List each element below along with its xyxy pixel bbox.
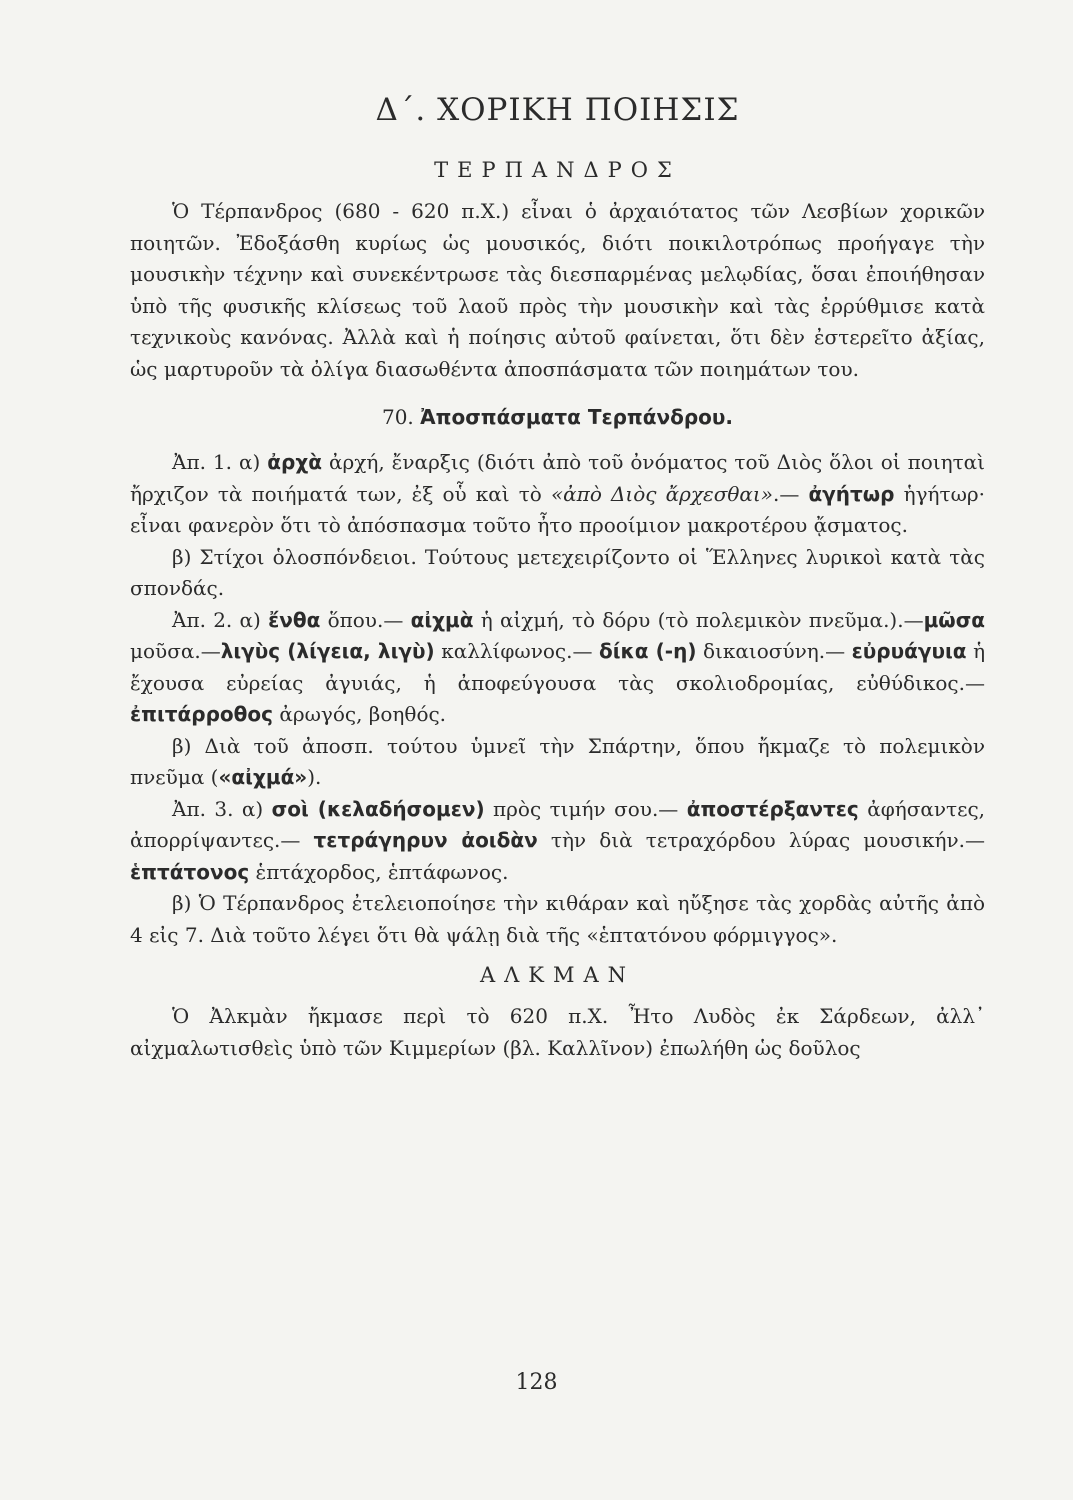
gloss-text: ).	[307, 765, 322, 789]
gloss-text: ἡγήτωρ· εἶναι φανερὸν ὅτι τὸ ἀπόσπασμα τοῦτο ἦτο προοίμιον μακροτέρου ᾄσματος.	[130, 481, 986, 537]
gloss-term: ἔνθα	[268, 607, 321, 632]
fragment-2-a-paragraph	[130, 605, 985, 731]
fragments-heading-title: Ἀποσπάσματα Τερπάνδρου.	[420, 405, 734, 429]
gloss-term: ἀρχὰ	[267, 450, 322, 474]
gloss-text: ἀφήσαντες, ἀπορρίψαντες.—	[130, 796, 986, 852]
gloss-term: «αἰχμά»	[218, 765, 308, 789]
gloss-term: ἑπτάτονος	[130, 859, 250, 884]
gloss-text: καλλίφωνος.—	[441, 639, 593, 663]
gloss-text: τὴν διὰ τετραχόρδου λύρας μουσικήν.—	[550, 828, 985, 852]
gloss-text: ἀρχή, ἔναρξις (διότι ἀπὸ τοῦ ὀνόματος τοῦ Διὸς ὅλοι οἱ ποιηταὶ ἤρχιζον τὰ ποιήματά των, ἐξ οὗ καὶ τὸ	[130, 450, 986, 506]
fragment-3-a-prefix: Ἀπ. 3. α)	[172, 796, 264, 821]
gloss-text: δικαιοσύνη.—	[703, 639, 846, 663]
fragments-heading-number: 70.	[381, 405, 414, 429]
gloss-text: ἡ ἔχουσα εὐρείας ἀγυιάς, ἡ ἀποφεύγουσα τὰς σκολιοδρομίας, εὐθύδικος.—	[130, 639, 986, 695]
fragment-2-a-prefix: Ἀπ. 2. α)	[172, 607, 261, 632]
gloss-term: δίκα (-η)	[599, 639, 697, 663]
fragment-2-b-paragraph	[130, 731, 985, 794]
gloss-term: τετράγηρυν ἀοιδὰν	[313, 828, 538, 852]
gloss-text: ὅπου.—	[327, 607, 404, 632]
section-heading-alkman: ΑΛΚΜΑΝ	[479, 963, 636, 987]
gloss-text: .—	[772, 481, 800, 506]
fragment-1-a-paragraph	[130, 447, 985, 542]
gloss-text: μοῦσα.—	[130, 639, 221, 663]
gloss-term: ἀγήτωρ	[808, 481, 895, 506]
fragment-3-a-paragraph	[130, 794, 985, 889]
fragment-1-b-paragraph: β) Στίχοι ὁλοσπόνδειοι. Τούτους μετεχειρίζοντο οἱ Ἕλληνες λυρικοὶ κατὰ τὰς σπονδάς.	[130, 544, 985, 600]
gloss-text: ἑπτάχορδος, ἑπτάφωνος.	[255, 859, 509, 884]
gloss-text: ἡ αἰχμή, τὸ δόρυ (τὸ πολεμικὸν πνεῦμα.).—	[480, 607, 924, 632]
fragment-1-a-prefix: Ἀπ. 1. α)	[172, 450, 261, 474]
fragments-heading	[130, 405, 985, 429]
gloss-text: ἀρωγός, βοηθός.	[279, 702, 447, 726]
alkman-intro-paragraph: Ὁ Ἀλκμὰν ἤκμασε περὶ τὸ 620 π.Χ. Ἦτο Λυδὸς ἐκ Σάρδεων, ἀλλ᾿ αἰχμαλωτισθεὶς ὑπὸ τῶν Κιμμερίων (βλ. Καλλῖνον) ἐπωλήθη ὡς δοῦλος	[130, 1004, 985, 1060]
gloss-term: ἀποστέρξαντες	[686, 796, 859, 821]
gloss-text: β) Διὰ τοῦ ἀποσπ. τούτου ὑμνεῖ τὴν Σπάρτην, ὅπου ἤκμαζε τὸ πολεμικὸν πνεῦμα (	[130, 733, 985, 789]
quoted-phrase: «ἀπὸ Διὸς ἄρχεσθαι»	[550, 481, 773, 506]
chapter-title: Δ΄. ΧΟΡΙΚΗ ΠΟΙΗΣΙΣ	[375, 92, 740, 128]
gloss-term: ἐπιτάρροθος	[130, 702, 273, 726]
section-heading-terpander: ΤΕΡΠΑΝΔΡΟΣ	[434, 158, 681, 182]
gloss-term: λιγὺς (λίγεια, λιγὺ)	[220, 639, 435, 663]
fragment-3-b-paragraph: β) Ὁ Τέρπανδρος ἐτελειοποίησε τὴν κιθάραν καὶ ηὔξησε τὰς χορδὰς αὐτῆς ἀπὸ 4 εἰς 7. Διὰ τοῦτο λέγει ὅτι θὰ ψάλῃ διὰ τῆς «ἑπτατόνου φόρμιγγος».	[130, 891, 985, 947]
page-number: 128	[515, 1370, 558, 1395]
gloss-term: αἰχμὰ	[410, 607, 474, 632]
gloss-term: σοὶ (κελαδήσομεν)	[271, 796, 485, 821]
gloss-text: πρὸς τιμήν σου.—	[493, 796, 679, 821]
gloss-term: μῶσα	[923, 607, 986, 632]
gloss-term: εὐρυάγυια	[851, 639, 967, 663]
terpander-intro-paragraph: Ὁ Τέρπανδρος (680 - 620 π.Χ.) εἶναι ὁ ἀρχαιότατος τῶν Λεσβίων χορικῶν ποιητῶν. Ἐδοξάσθη κυρίως ὡς μουσικός, διότι ποικιλοτρόπως προήγαγε τὴν μουσικὴν τέχνην καὶ συνεκέντρωσε τὰς διεσπαρμένας μελῳδίας, ὅσαι ἐποιήθησαν ὑπὸ τῆς φυσικῆς κλίσεως τοῦ λαοῦ πρὸς τὴν μουσικὴν καὶ τὰς ἐρρύθμισε κατὰ τεχνικοὺς κανόνας. Ἀλλὰ καὶ ἡ ποίησις αὐτοῦ φαίνεται, ὅτι δὲν ἐστερεῖτο ἀξίας, ὡς μαρτυροῦν τὰ ὀλίγα διασωθέντα ἀποσπάσματα τῶν ποιημάτων του.	[130, 199, 985, 381]
